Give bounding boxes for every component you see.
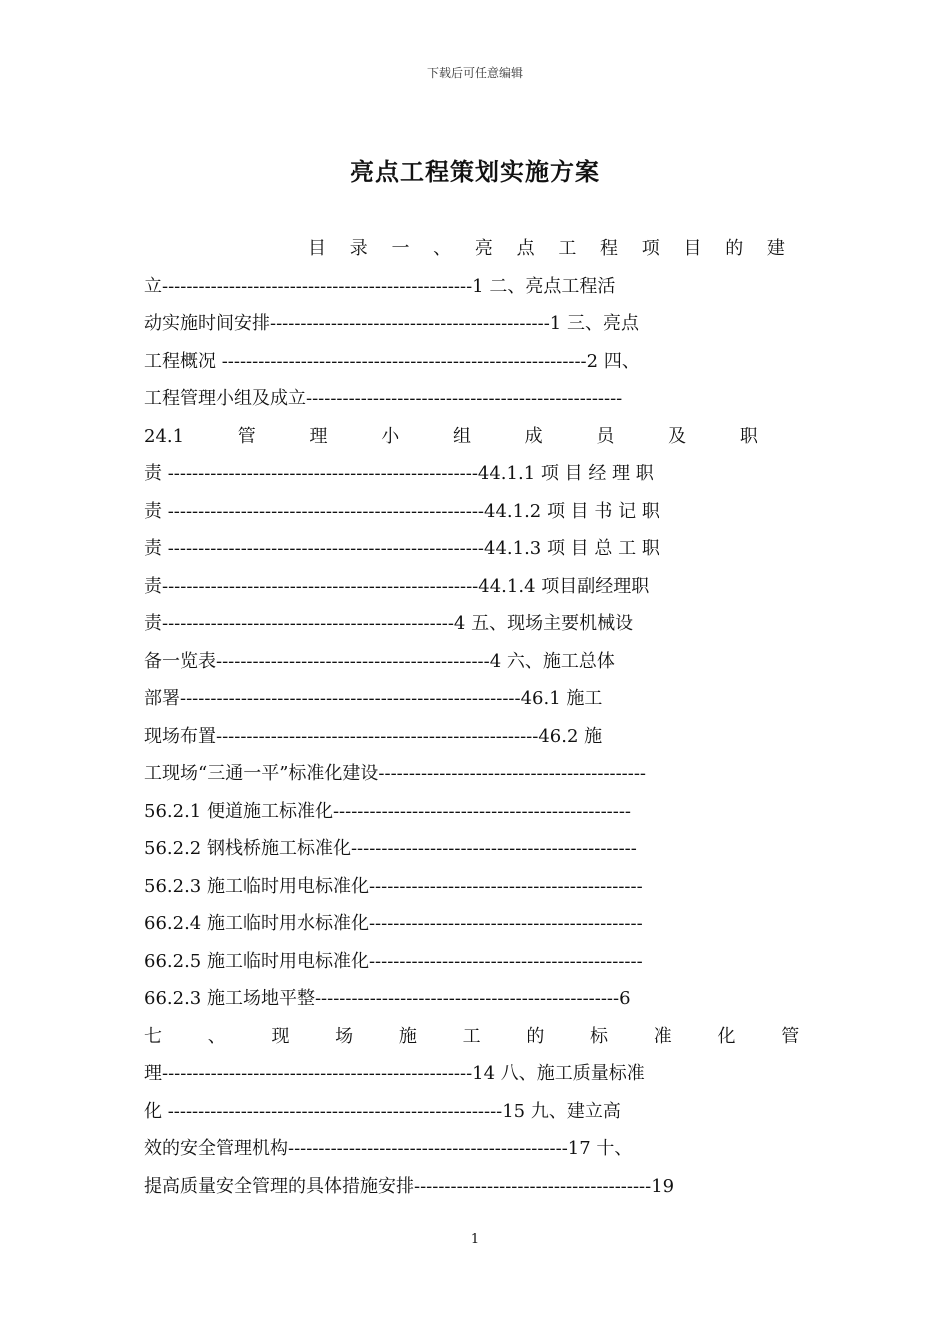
toc-line — [144, 680, 807, 718]
toc-line — [144, 380, 807, 418]
toc-line-text: 工程管理小组及成立---------------------------------------------------- — [144, 388, 623, 409]
toc-line — [144, 868, 807, 906]
toc-line — [144, 530, 807, 568]
toc-line — [144, 1018, 807, 1056]
toc-line — [144, 455, 807, 493]
toc-line-text: 56.2.2 钢栈桥施工标准化----------------------------------------------- — [144, 838, 637, 859]
toc-line — [144, 1130, 807, 1168]
toc-line — [144, 1168, 807, 1206]
toc-line — [144, 793, 807, 831]
toc-line-text: 56.2.3 施工临时用电标准化--------------------------------------------- — [144, 875, 643, 897]
toc-line-text: 立---------------------------------------------------1 二、亮点工程活 — [144, 275, 616, 297]
toc-line-text: 56.2.1 便道施工标准化------------------------------------------------- — [144, 800, 631, 822]
page-number: 1 — [470, 1232, 480, 1247]
toc-line-text: 责 ----------------------------------------------------44.1.3 项 目 总 工 职 — [144, 538, 660, 559]
toc-line — [144, 943, 807, 981]
toc-line — [144, 718, 807, 756]
toc-line-text: 66.2.4 施工临时用水标准化--------------------------------------------- — [144, 913, 643, 934]
toc-line-text: 24.1 管 理 小 组 成 员 及 职 — [144, 425, 758, 447]
toc-line — [144, 1093, 807, 1131]
toc-line — [144, 905, 807, 943]
toc-line-text: 责------------------------------------------------4 五、现场主要机械设 — [144, 613, 634, 634]
page-header: 下载后可任意编辑 — [426, 66, 523, 80]
toc-line — [144, 643, 807, 681]
toc-line-text: 备一览表---------------------------------------------4 六、施工总体 — [144, 650, 615, 672]
toc-line-text: 动实施时间安排----------------------------------------------1 三、亮点 — [144, 313, 639, 334]
toc-line — [144, 493, 807, 531]
toc-line-text: 责 ---------------------------------------------------44.1.1 项 目 经 理 职 — [144, 463, 654, 484]
toc-line — [144, 568, 807, 606]
toc-line-text: 化 -------------------------------------------------------15 九、建立高 — [144, 1100, 621, 1122]
toc-line — [144, 1055, 807, 1093]
toc-line — [144, 230, 807, 268]
document-title: 亮点工程策划实施方案 — [350, 157, 600, 186]
toc-line-text: 七 、 现 场 施 工 的 标 准 化 管 — [144, 1025, 800, 1047]
toc-line — [144, 755, 807, 793]
toc-line-text: 责----------------------------------------------------44.1.4 项目副经理职 — [144, 575, 650, 597]
toc-line-text: 现场布置-----------------------------------------------------46.2 施 — [144, 725, 603, 747]
toc-line — [144, 268, 807, 306]
toc-line-text: 部署--------------------------------------------------------46.1 施工 — [144, 688, 603, 709]
toc-line-text: 责 ----------------------------------------------------44.1.2 项 目 书 记 职 — [144, 500, 660, 522]
toc-line-text: 提高质量安全管理的具体措施安排---------------------------------------19 — [144, 1175, 675, 1197]
toc-line-text: 目 录 一 、 亮 点 工 程 项 目 的 建 — [308, 238, 794, 259]
toc-line — [144, 605, 807, 643]
toc-line-text: 工程概况 ------------------------------------------------------------2 四、 — [144, 350, 640, 372]
toc-line-text: 效的安全管理机构----------------------------------------------17 十、 — [144, 1138, 633, 1159]
toc-line — [144, 830, 807, 868]
toc-line — [144, 418, 807, 456]
toc-line-text: 理---------------------------------------------------14 八、施工质量标准 — [144, 1063, 645, 1084]
toc-line — [144, 980, 807, 1018]
toc-line — [144, 305, 807, 343]
toc-line-text: 66.2.5 施工临时用电标准化--------------------------------------------- — [144, 950, 643, 972]
toc-line — [144, 343, 807, 381]
toc-line-text: 工现场“三通一平”标准化建设-------------------------------------------- — [144, 763, 647, 784]
table-of-contents — [144, 230, 807, 1205]
toc-line-text: 66.2.3 施工场地平整--------------------------------------------------6 — [144, 988, 631, 1009]
